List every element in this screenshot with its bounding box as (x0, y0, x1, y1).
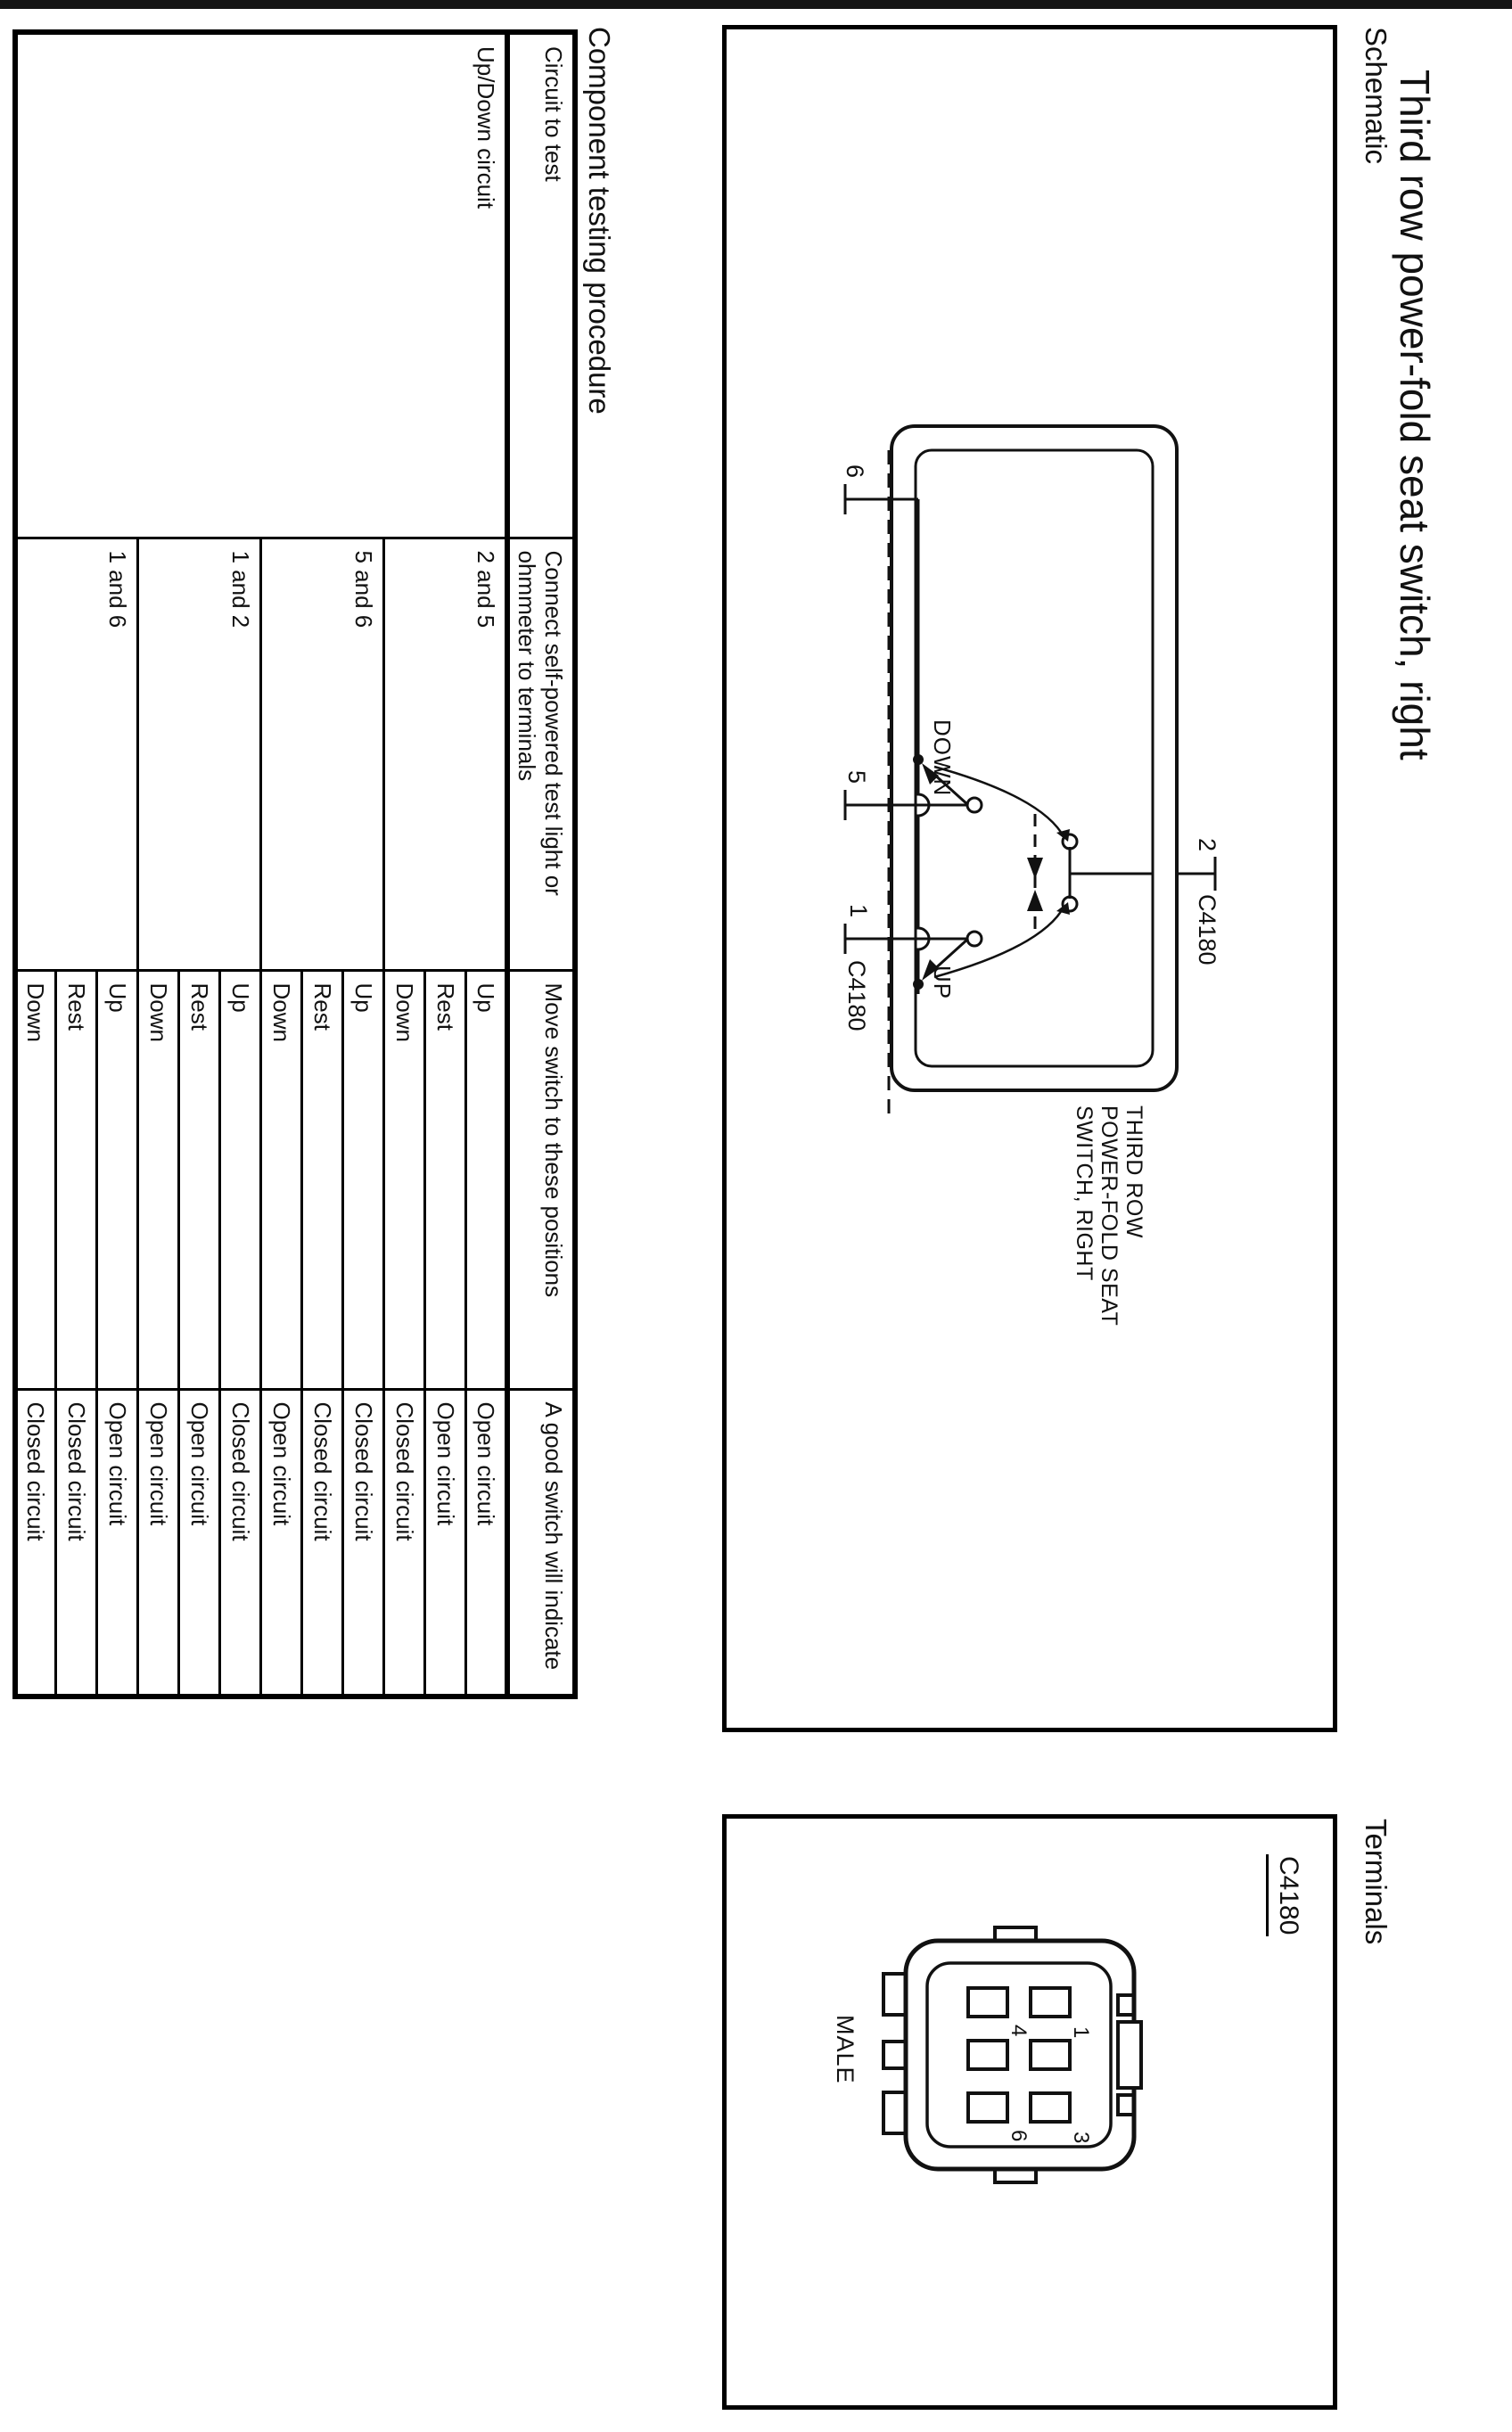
position-cell: Rest (56, 970, 97, 1389)
header-circuit: Circuit to test (507, 32, 575, 538)
terminals-cell: 1 and 2 (138, 538, 261, 970)
table-header-row (507, 32, 575, 1697)
contact-1-icon (967, 932, 982, 946)
terminals-connector-label: C4180 (1266, 1854, 1303, 1936)
terminals-cell: 2 and 5 (384, 538, 507, 970)
pin-1-label: 1 (1069, 2026, 1093, 2039)
terminal-1-label: 1 (845, 903, 872, 917)
schematic-drawing (722, 25, 1337, 1732)
result-cell: Open circuit (261, 1389, 302, 1697)
terminals-cell: 5 and 6 (261, 538, 384, 970)
top-connector-label: C4180 (1194, 894, 1220, 965)
wire-terminal-6 (845, 484, 918, 514)
position-cell: Rest (425, 970, 466, 1389)
page-title: Third row power-fold seat switch, right (1392, 70, 1438, 760)
position-cell: Up (343, 970, 384, 1389)
mech-link-icon (1027, 814, 1043, 936)
pin-4-label: 4 (1007, 2025, 1031, 2037)
pin-3-label: 3 (1069, 2132, 1093, 2144)
table-row (466, 32, 507, 1697)
header-result: A good switch will indicate (507, 1389, 575, 1697)
contact-5-icon (967, 798, 982, 812)
terminals-section-heading: Terminals (1360, 1819, 1393, 1945)
position-cell: Down (384, 970, 425, 1389)
result-cell: Open circuit (97, 1389, 138, 1697)
up-position-label: UP (929, 965, 956, 1000)
terminal-2-label: 2 (1194, 837, 1220, 851)
position-cell: Up (97, 970, 138, 1389)
result-cell: Closed circuit (56, 1389, 97, 1697)
terminals-cell: 1 and 6 (15, 538, 138, 970)
result-cell: Closed circuit (343, 1389, 384, 1697)
terminal-6-label: 6 (842, 464, 868, 478)
position-cell: Down (138, 970, 179, 1389)
result-cell: Open circuit (466, 1389, 507, 1697)
wire-terminal-2 (1070, 857, 1216, 891)
connector-face-drawing (865, 1917, 1159, 2202)
terminal-5-label: 5 (843, 769, 870, 784)
wire-terminal-1 (845, 924, 967, 954)
bottom-connector-label: C4180 (843, 960, 870, 1031)
connector-latch-icon (1118, 1995, 1141, 2115)
down-position-label: DOWN (929, 719, 956, 797)
position-cell: Down (261, 970, 302, 1389)
result-cell: Closed circuit (302, 1389, 343, 1697)
component-name-label: THIRD ROW POWER-FOLD SEAT SWITCH, RIGHT (1072, 1105, 1146, 1327)
position-cell: Rest (302, 970, 343, 1389)
result-cell: Open circuit (425, 1389, 466, 1697)
result-cell: Closed circuit (384, 1389, 425, 1697)
result-cell: Open circuit (138, 1389, 179, 1697)
position-cell: Down (15, 970, 56, 1389)
position-cell: Rest (179, 970, 220, 1389)
result-cell: Open circuit (179, 1389, 220, 1697)
position-cell: Up (220, 970, 261, 1389)
circuit-cell: Up/Down circuit (15, 32, 507, 538)
result-cell: Closed circuit (15, 1389, 56, 1697)
pin-6-label: 6 (1007, 2130, 1031, 2142)
connector-gender-label: MALE (832, 2015, 859, 2084)
component-testing-table (12, 29, 578, 1699)
schematic-section-heading: Schematic (1360, 27, 1393, 165)
result-cell: Closed circuit (220, 1389, 261, 1697)
header-positions: Move switch to these positions (507, 970, 575, 1389)
connector-cavity-icon (927, 1963, 1111, 2147)
testing-section-heading: Component testing procedure (583, 27, 616, 415)
header-terminals: Connect self-powered test light or ohmmeter to terminals (507, 538, 575, 970)
scan-edge-artifact (0, 0, 1512, 9)
position-cell: Up (466, 970, 507, 1389)
